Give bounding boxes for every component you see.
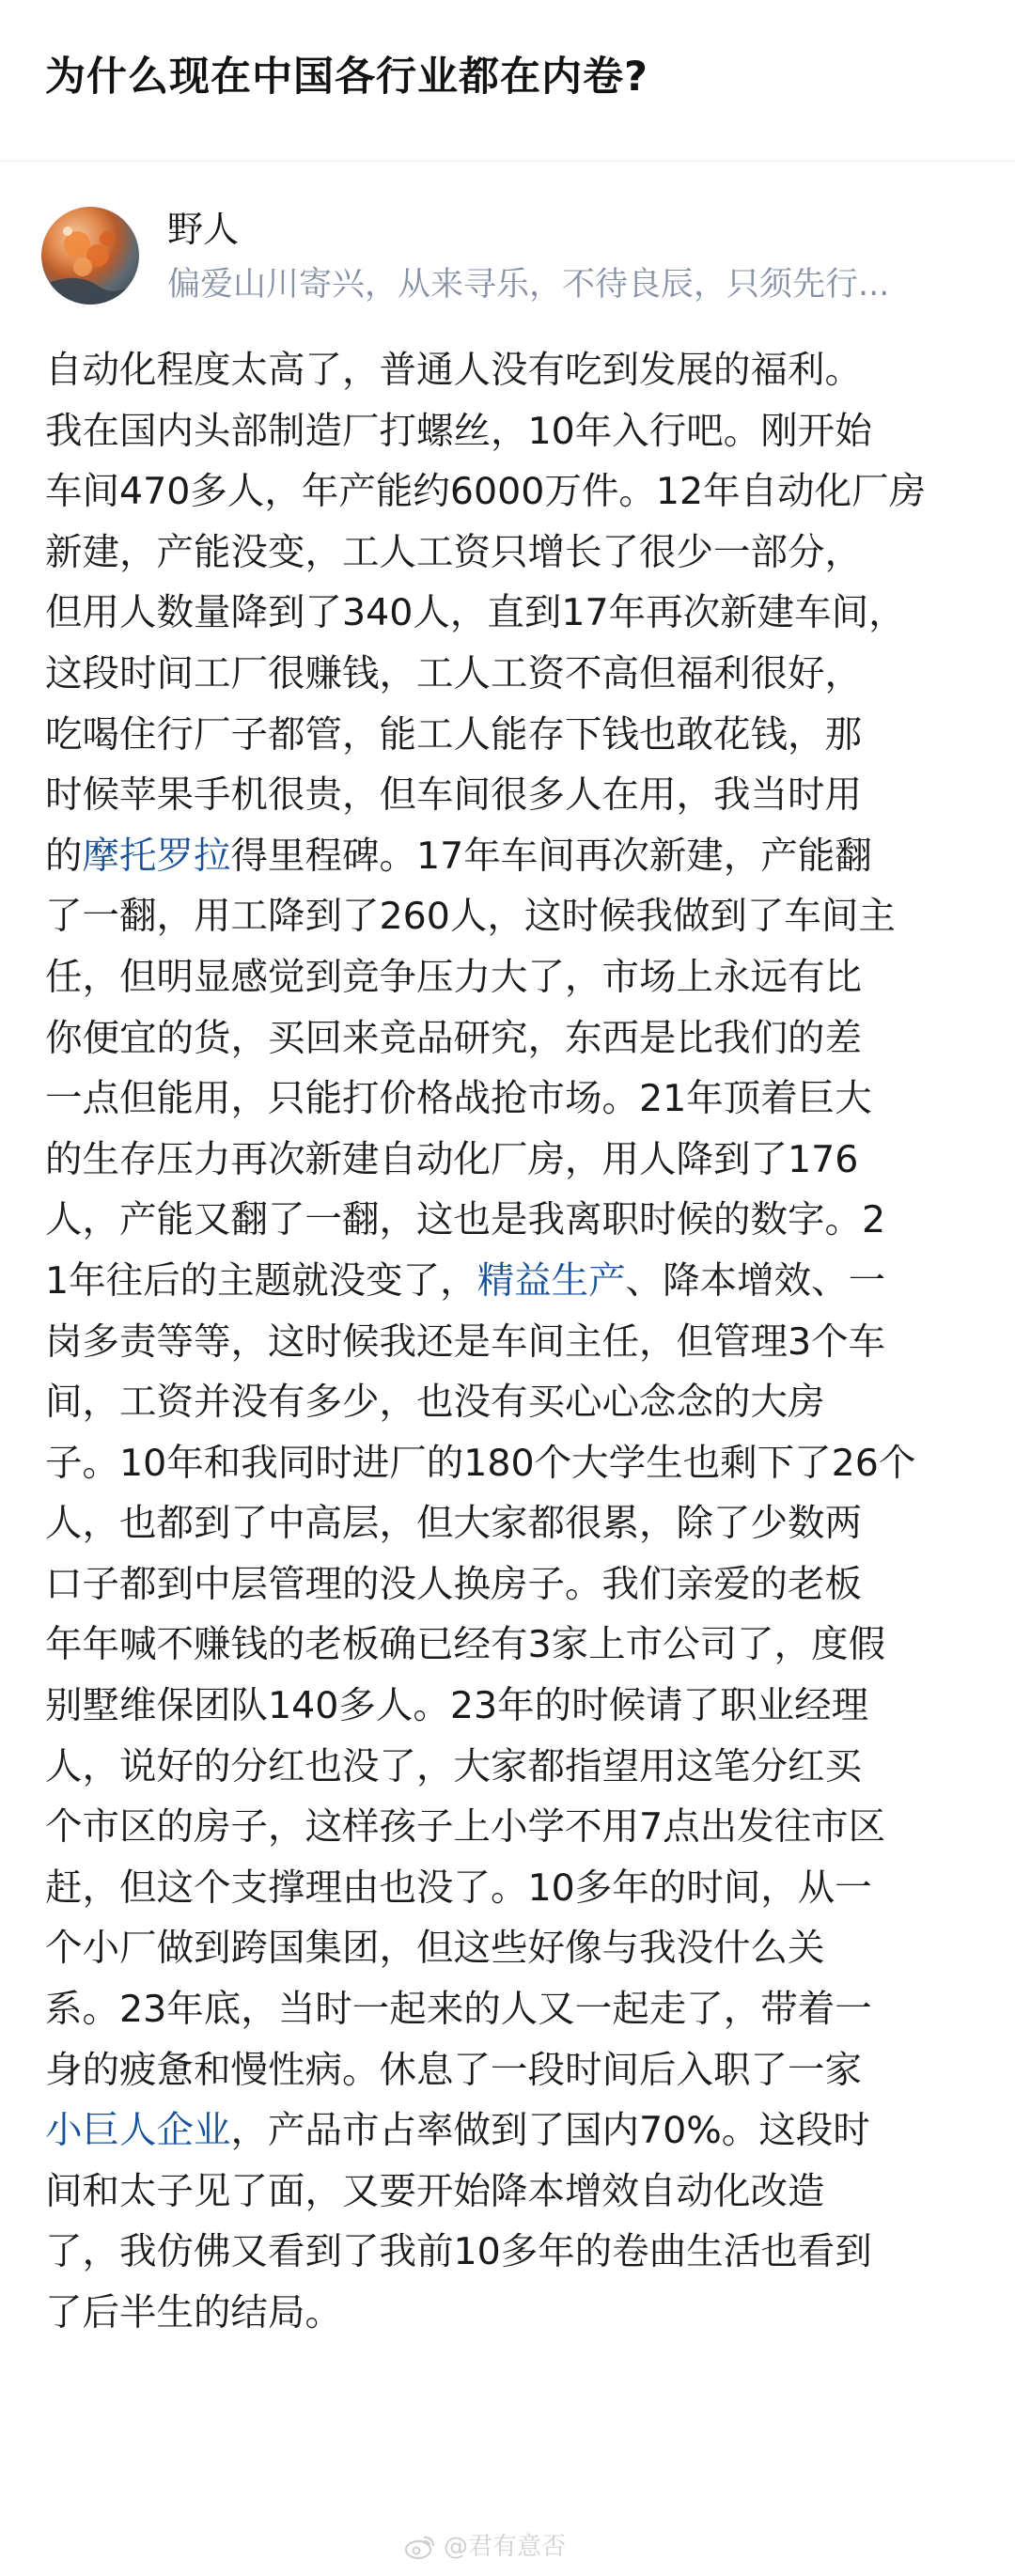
answer-line xyxy=(45,2283,970,2344)
weibo-icon xyxy=(404,2534,436,2560)
answer-text: 的生存压力再次新建自动化厂房，用人降到了176 xyxy=(45,1137,859,1181)
answer-line xyxy=(45,1008,970,1069)
answer-line xyxy=(45,523,970,584)
answer-text: 人，说好的分红也没了，大家都指望用这笔分红买 xyxy=(45,1744,862,1788)
answer-line xyxy=(45,1069,970,1130)
answer-link[interactable]: 小巨人企业 xyxy=(45,2109,231,2153)
answer-text: 了一翻，用工降到了260人，这时候我做到了车间主 xyxy=(45,895,896,939)
avatar[interactable] xyxy=(41,207,139,304)
author-bar[interactable] xyxy=(0,188,1015,320)
answer-line xyxy=(45,1797,970,1858)
answer-line xyxy=(45,2040,970,2101)
answer-line xyxy=(45,1858,970,1919)
answer-line xyxy=(45,947,970,1008)
answer-text: 个小厂做到跨国集团，但这些好像与我没什么关 xyxy=(45,1927,825,1971)
answer-line xyxy=(45,705,970,766)
answer-line xyxy=(45,1493,970,1554)
avatar-image-icon xyxy=(41,207,139,304)
answer-line xyxy=(45,1918,970,1979)
answer-text: 吃喝住行厂子都管，能工人能存下钱也敢花钱，那 xyxy=(45,712,862,757)
answer-text: 岗多责等等，这时候我还是车间主任，但管理3个车 xyxy=(45,1319,886,1364)
question-title[interactable]: 为什么现在中国各行业都在内卷? xyxy=(45,54,648,101)
answer-text: 一点但能用，只能打价格战抢市场。21年顶着巨大 xyxy=(45,1077,872,1121)
answer-line xyxy=(45,1190,970,1251)
answer-line xyxy=(45,1615,970,1676)
answer-line xyxy=(45,886,970,947)
answer-text: 我在国内头部制造厂打螺丝，10年入行吧。刚开始 xyxy=(45,409,872,453)
answer-text: 间和太子见了面，又要开始降本增效自动化改造 xyxy=(45,2169,825,2213)
answer-line xyxy=(45,340,970,401)
answer-text: ，产品市占率做到了国内70%。这段时 xyxy=(230,2109,870,2153)
author-name[interactable]: 野人 xyxy=(167,209,240,250)
answer-line xyxy=(45,1372,970,1433)
answer-line xyxy=(45,644,970,705)
watermark-text: @君有意否 xyxy=(444,2533,567,2561)
answer-text: 车间470多人，年产能约6000万件。12年自动化厂房 xyxy=(45,470,927,514)
answer-line xyxy=(45,2100,970,2162)
answer-link[interactable]: 摩托罗拉 xyxy=(82,834,231,878)
answer-line xyxy=(45,1130,970,1191)
answer-text: 1年往后的主题就没变了， xyxy=(45,1258,477,1303)
answer-line xyxy=(45,1737,970,1798)
answer-text: 人，产能又翻了一翻，这也是我离职时候的数字。2 xyxy=(45,1198,886,1242)
answer-line xyxy=(45,826,970,887)
question-header xyxy=(0,0,1015,162)
answer-text: 人，也都到了中高层，但大家都很累，除了少数两 xyxy=(45,1502,862,1546)
answer-line xyxy=(45,1312,970,1373)
answer-text: 了，我仿佛又看到了我前10多年的卷曲生活也看到 xyxy=(45,2230,872,2274)
answer-line xyxy=(45,583,970,644)
answer-line xyxy=(45,1676,970,1737)
answer-line xyxy=(45,401,970,462)
answer-text: 、降本增效、一 xyxy=(625,1258,886,1303)
watermark xyxy=(404,2528,566,2566)
answer-text: 系。23年底，当时一起来的人又一起走了，带着一 xyxy=(45,1988,872,2032)
answer-text: 间，工资并没有多少，也没有买心心念念的大房 xyxy=(45,1381,825,1425)
answer-line xyxy=(45,765,970,826)
answer-text: 任，但明显感觉到竞争压力大了，市场上永远有比 xyxy=(45,955,862,999)
author-bio: 偏爱山川寄兴，从来寻乐，不待良辰，只须先行... xyxy=(167,266,890,304)
answer-text: 你便宜的货，买回来竞品研究，东西是比我们的差 xyxy=(45,1016,862,1060)
answer-line xyxy=(45,2162,970,2223)
answer-line xyxy=(45,1251,970,1312)
answer-body xyxy=(45,340,970,2344)
answer-line xyxy=(45,1433,970,1494)
answer-text: 新建，产能没变，工人工资只增长了很少一部分， xyxy=(45,530,862,574)
answer-text: 口子都到中层管理的没人换房子。我们亲爱的老板 xyxy=(45,1562,862,1606)
answer-text: 了后半生的结局。 xyxy=(45,2291,342,2334)
answer-line xyxy=(45,1979,970,2040)
answer-text: 子。10年和我同时进厂的180个大学生也剩下了26个 xyxy=(45,1441,916,1485)
answer-text: 时候苹果手机很贵，但车间很多人在用，我当时用 xyxy=(45,773,862,818)
answer-line xyxy=(45,461,970,523)
answer-text: 赶，但这个支撑理由也没了。10多年的时间，从一 xyxy=(45,1866,872,1910)
answer-text: 的 xyxy=(45,834,83,878)
answer-line xyxy=(45,1554,970,1616)
answer-text: 个市区的房子，这样孩子上小学不用7点出发往市区 xyxy=(45,1805,886,1850)
answer-link[interactable]: 精益生产 xyxy=(476,1258,626,1303)
answer-text: 但用人数量降到了340人，直到17年再次新建车间， xyxy=(45,591,906,635)
answer-line xyxy=(45,2222,970,2283)
answer-text: 自动化程度太高了，普通人没有吃到发展的福利。 xyxy=(45,349,862,392)
answer-text: 得里程碑。17年车间再次新建，产能翻 xyxy=(230,834,872,878)
answer-text: 这段时间工厂很赚钱，工人工资不高但福利很好， xyxy=(45,651,862,695)
answer-text: 身的疲惫和慢性病。休息了一段时间后入职了一家 xyxy=(45,2048,862,2092)
answer-text: 别墅维保团队140多人。23年的时候请了职业经理 xyxy=(45,1684,869,1728)
answer-text: 年年喊不赚钱的老板确已经有3家上市公司了，度假 xyxy=(45,1623,886,1667)
